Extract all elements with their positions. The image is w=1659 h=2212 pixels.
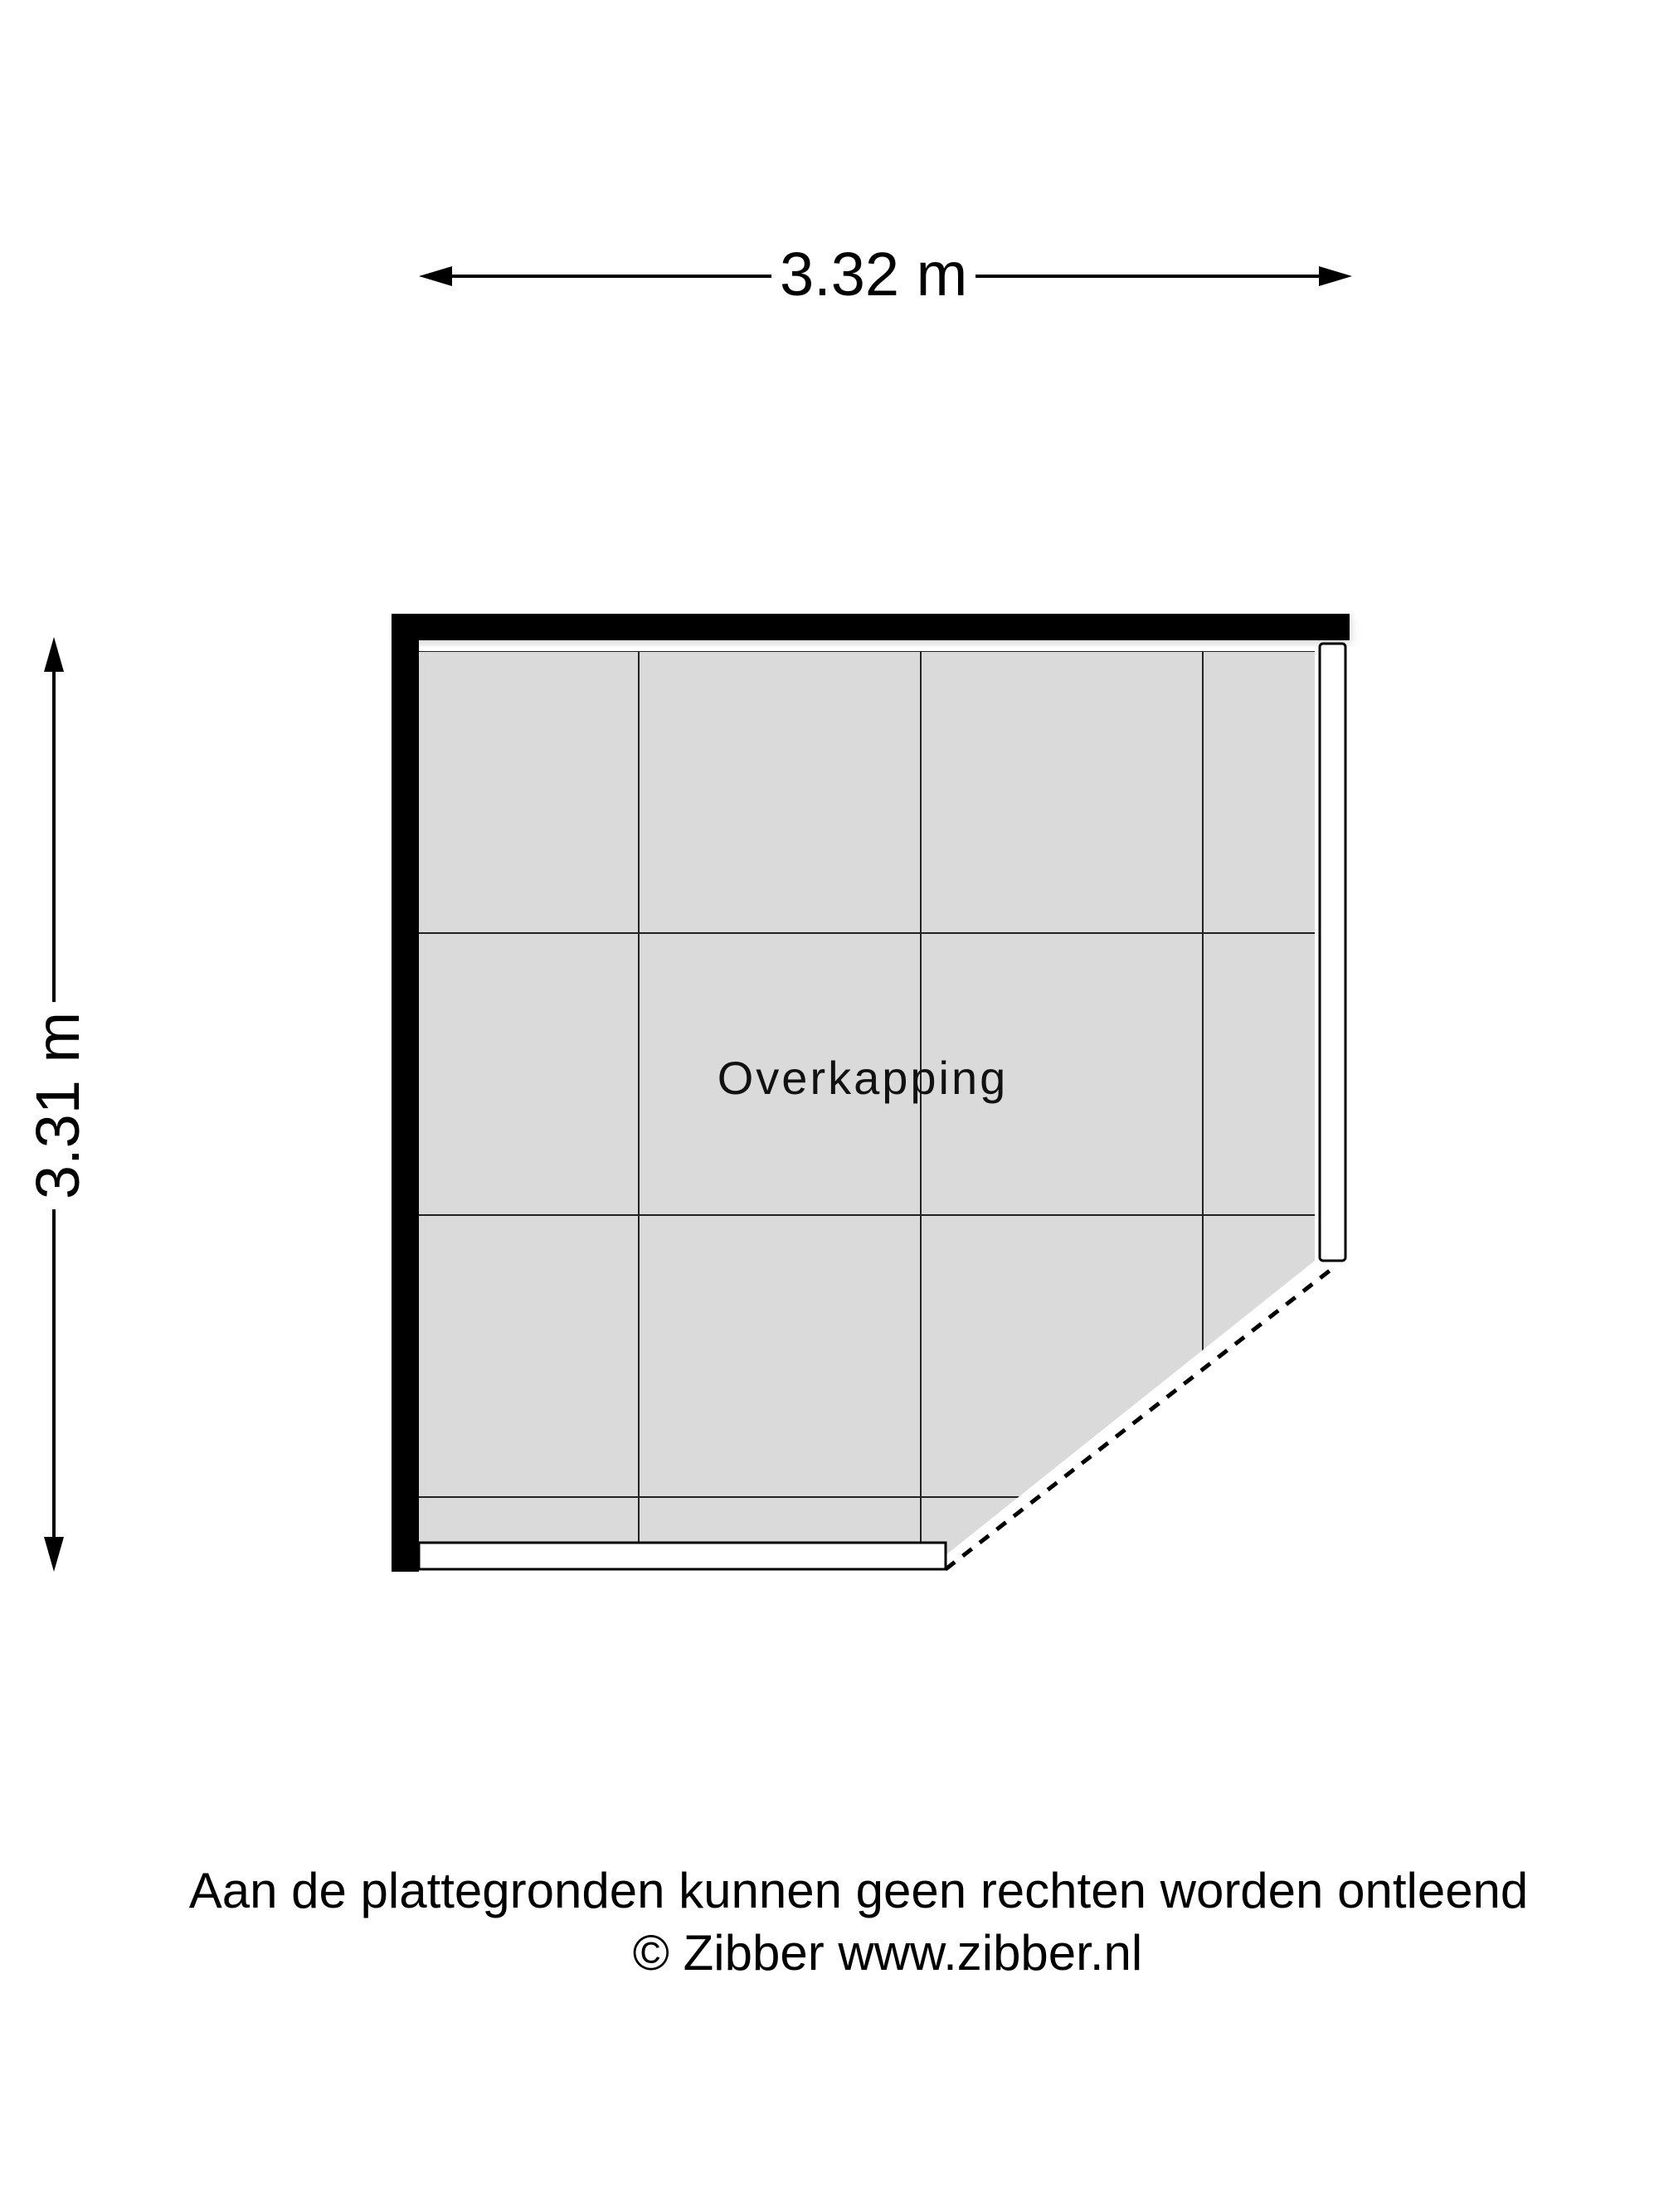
width-dimension-label: 3.32 m (771, 244, 975, 305)
right-window (1320, 644, 1345, 1261)
room-label: Overkapping (717, 1052, 1009, 1104)
bottom-window (419, 1543, 946, 1569)
disclaimer-text: Aan de plattegronden kunnen geen rechten worden ontleend (188, 1863, 1529, 1918)
left-wall (392, 614, 419, 1572)
height-dimension-label: 3.31 m (27, 1002, 89, 1209)
top-wall (392, 614, 1350, 640)
copyright-text: © Zibber www.zibber.nl (632, 1925, 1143, 1981)
